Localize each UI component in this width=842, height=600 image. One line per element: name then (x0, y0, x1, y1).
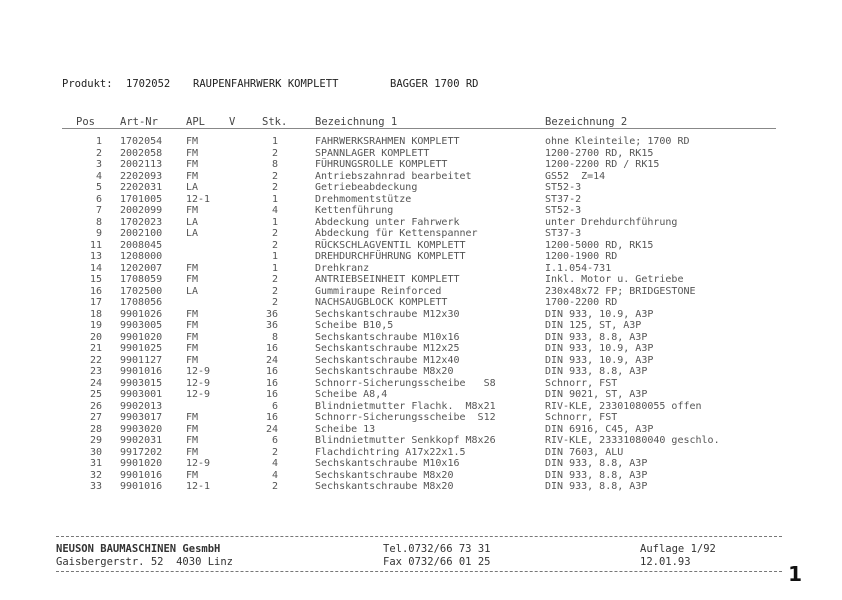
bezeichnung-2-cell: DIN 933, 8.8, A3P (545, 481, 648, 492)
bezeichnung-2-cell: ohne Kleinteile; 1700 RD (545, 136, 690, 147)
bezeichnung-2-cell: Schnorr, FST (545, 377, 618, 389)
stk-cell: 24 (265, 354, 278, 366)
art-nr-cell: 2008045 (120, 239, 163, 251)
apl-cell: FM (186, 136, 199, 147)
stk-cell: 2 (271, 228, 278, 239)
bezeichnung-2-cell: DIN 933, 8.8, A3P (545, 469, 648, 481)
table-row (0, 263, 842, 275)
bezeichnung-1-cell: Abdeckung für Kettenspanner (315, 228, 478, 239)
table-row (0, 205, 842, 217)
bezeichnung-1-cell: Antriebszahnrad bearbeitet (315, 170, 472, 182)
bezeichnung-2-cell: RIV-KLE, 23301080055 offen (545, 400, 702, 412)
stk-cell: 2 (271, 297, 278, 308)
stk-cell: 2 (271, 481, 278, 492)
bezeichnung-1-cell: Kettenführung (315, 205, 394, 216)
table-row (0, 159, 842, 171)
bezeichnung-1-cell: Flachdichtring A17x22x1.5 (315, 446, 466, 458)
product-name: RAUPENFAHRWERK KOMPLETT (193, 78, 339, 90)
table-row (0, 343, 842, 355)
pos-cell: 32 (89, 469, 102, 481)
bezeichnung-1-cell: RÜCKSCHLAGVENTIL KOMPLETT (315, 239, 466, 251)
stk-cell: 6 (271, 435, 278, 446)
table-row (0, 470, 842, 482)
apl-cell: FM (186, 446, 199, 458)
parts-table (0, 136, 842, 493)
table-row (0, 378, 842, 390)
stk-cell: 4 (271, 469, 278, 481)
art-nr-cell: 9901016 (120, 481, 163, 492)
apl-cell: FM (186, 435, 199, 446)
table-row (0, 148, 842, 160)
pos-cell: 6 (95, 193, 102, 205)
bezeichnung-2-cell: Schnorr, FST (545, 412, 618, 423)
bezeichnung-1-cell: Blindnietmutter Flachk. M8x21 (315, 400, 496, 412)
art-nr-cell: 1702054 (120, 136, 163, 147)
bezeichnung-1-cell: Sechskantschraube M12x30 (315, 308, 460, 320)
bezeichnung-2-cell: ST37-3 (545, 228, 582, 239)
table-row (0, 332, 842, 344)
table-row (0, 297, 842, 309)
apl-cell: 12-9 (186, 366, 211, 377)
table-row (0, 447, 842, 459)
bezeichnung-2-cell: 1200-2700 RD, RK15 (545, 147, 654, 159)
bezeichnung-1-cell: FÜHRUNGSROLLE KOMPLETT (315, 159, 448, 170)
stk-cell: 4 (271, 458, 278, 469)
stk-cell: 2 (271, 446, 278, 458)
stk-cell: 2 (271, 182, 278, 193)
table-row (0, 228, 842, 240)
bezeichnung-2-cell: I.1.054-731 (545, 262, 612, 274)
bezeichnung-1-cell: Sechskantschraube M12x40 (315, 354, 460, 366)
bezeichnung-2-cell: 230x48x72 FP; BRIDGESTONE (545, 285, 696, 297)
apl-cell: FM (186, 412, 199, 423)
bezeichnung-1-cell: Sechskantschraube M8x20 (315, 366, 454, 377)
stk-cell: 16 (265, 343, 278, 354)
pos-cell: 19 (89, 320, 102, 331)
art-nr-cell: 1708059 (120, 274, 163, 285)
stk-cell: 16 (265, 389, 278, 400)
pos-cell: 5 (95, 182, 102, 193)
art-nr-cell: 1208000 (120, 251, 163, 262)
table-row (0, 182, 842, 194)
company-address: Gaisbergerstr. 52 4030 Linz (56, 556, 234, 568)
header-rule (62, 128, 776, 129)
company-name: NEUSON BAUMASCHINEN GesmbH (56, 543, 221, 555)
column-header-stk: Stk. (262, 116, 288, 128)
bezeichnung-2-cell: DIN 125, ST, A3P (545, 320, 642, 331)
column-header-bezeichnung-1: Bezeichnung 1 (315, 116, 398, 128)
pos-cell: 2 (95, 147, 102, 159)
pos-cell: 17 (89, 297, 102, 308)
bezeichnung-1-cell: DREHDURCHFÜHRUNG KOMPLETT (315, 251, 466, 262)
apl-cell: FM (186, 308, 199, 320)
apl-cell: 12-9 (186, 389, 211, 400)
bezeichnung-1-cell: Schnorr-Sicherungsscheibe S8 (315, 377, 496, 389)
pos-cell: 27 (89, 412, 102, 423)
table-row (0, 424, 842, 436)
pos-cell: 23 (89, 366, 102, 377)
apl-cell: LA (186, 182, 199, 193)
stk-cell: 2 (271, 274, 278, 285)
pos-cell: 30 (89, 446, 102, 458)
bezeichnung-1-cell: Sechskantschraube M8x20 (315, 469, 454, 481)
art-nr-cell: 9903015 (120, 377, 163, 389)
art-nr-cell: 1202007 (120, 262, 163, 274)
art-nr-cell: 2002099 (120, 205, 163, 216)
apl-cell: FM (186, 262, 199, 274)
bezeichnung-1-cell: Blindnietmutter Senkkopf M8x26 (315, 435, 496, 446)
product-label: Produkt: (62, 78, 113, 90)
pos-cell: 31 (89, 458, 102, 469)
bezeichnung-1-cell: Scheibe A8,4 (315, 389, 388, 400)
bezeichnung-2-cell: RIV-KLE, 23331080040 geschlo. (545, 435, 720, 446)
pos-cell: 13 (89, 251, 102, 262)
pos-cell: 11 (89, 239, 102, 251)
art-nr-cell: 9901026 (120, 308, 163, 320)
table-row (0, 401, 842, 413)
table-row (0, 286, 842, 298)
table-row (0, 458, 842, 470)
stk-cell: 24 (265, 423, 278, 435)
bezeichnung-1-cell: FAHRWERKSRAHMEN KOMPLETT (315, 136, 460, 147)
pos-cell: 1 (95, 136, 102, 147)
table-row (0, 251, 842, 263)
art-nr-cell: 9901016 (120, 469, 163, 481)
table-row (0, 481, 842, 493)
apl-cell: 12-1 (186, 193, 211, 205)
apl-cell: FM (186, 205, 199, 216)
apl-cell: 12-9 (186, 377, 211, 389)
apl-cell: LA (186, 216, 199, 228)
bezeichnung-1-cell: Sechskantschraube M8x20 (315, 481, 454, 492)
bezeichnung-2-cell: ST52-3 (545, 182, 582, 193)
art-nr-cell: 2002058 (120, 147, 163, 159)
art-nr-cell: 9902031 (120, 435, 163, 446)
bezeichnung-1-cell: Drehkranz (315, 262, 370, 274)
art-nr-cell: 9901025 (120, 343, 163, 354)
bezeichnung-1-cell: NACHSAUGBLOCK KOMPLETT (315, 297, 448, 308)
pos-cell: 18 (89, 308, 102, 320)
pos-cell: 7 (95, 205, 102, 216)
apl-cell: FM (186, 274, 199, 285)
table-row (0, 309, 842, 321)
stk-cell: 1 (271, 136, 278, 147)
footer-rule-bottom (56, 571, 782, 572)
art-nr-cell: 9901020 (120, 331, 163, 343)
apl-cell: FM (186, 343, 199, 354)
art-nr-cell: 9903001 (120, 389, 163, 400)
apl-cell: FM (186, 331, 199, 343)
bezeichnung-1-cell: Sechskantschraube M10x16 (315, 331, 460, 343)
page-number: 1 (788, 562, 802, 586)
bezeichnung-1-cell: Getriebeabdeckung (315, 182, 418, 193)
art-nr-cell: 9901020 (120, 458, 163, 469)
bezeichnung-1-cell: Abdeckung unter Fahrwerk (315, 216, 460, 228)
bezeichnung-2-cell: DIN 933, 8.8, A3P (545, 458, 648, 469)
pos-cell: 16 (89, 285, 102, 297)
bezeichnung-1-cell: Schnorr-Sicherungsscheibe S12 (315, 412, 496, 423)
bezeichnung-2-cell: 1200-1900 RD (545, 251, 618, 262)
apl-cell: FM (186, 147, 199, 159)
table-row (0, 217, 842, 229)
art-nr-cell: 9902013 (120, 400, 163, 412)
table-row (0, 366, 842, 378)
fax-number: Fax 0732/66 01 25 (383, 556, 491, 568)
pos-cell: 15 (89, 274, 102, 285)
table-row (0, 320, 842, 332)
stk-cell: 36 (265, 308, 278, 320)
stk-cell: 16 (265, 412, 278, 423)
bezeichnung-2-cell: DIN 933, 10.9, A3P (545, 308, 654, 320)
bezeichnung-2-cell: GS52 Z=14 (545, 170, 606, 182)
apl-cell: FM (186, 423, 199, 435)
art-nr-cell: 2002113 (120, 159, 163, 170)
bezeichnung-2-cell: DIN 6916, C45, A3P (545, 423, 654, 435)
pos-cell: 33 (89, 481, 102, 492)
stk-cell: 1 (271, 262, 278, 274)
table-row (0, 136, 842, 148)
apl-cell: LA (186, 285, 199, 297)
art-nr-cell: 9917202 (120, 446, 163, 458)
bezeichnung-2-cell: unter Drehdurchführung (545, 216, 678, 228)
table-row (0, 355, 842, 367)
bezeichnung-2-cell: 1200-2200 RD / RK15 (545, 159, 660, 170)
art-nr-cell: 2202031 (120, 182, 163, 193)
art-nr-cell: 1701005 (120, 193, 163, 205)
bezeichnung-1-cell: ANTRIEBSEINHEIT KOMPLETT (315, 274, 460, 285)
product-number: 1702052 (126, 78, 171, 90)
table-row (0, 435, 842, 447)
apl-cell: FM (186, 159, 199, 170)
bezeichnung-2-cell: DIN 7603, ALU (545, 446, 624, 458)
bezeichnung-1-cell: Scheibe B10,5 (315, 320, 394, 331)
pos-cell: 25 (89, 389, 102, 400)
pos-cell: 8 (95, 216, 102, 228)
bezeichnung-1-cell: Sechskantschraube M10x16 (315, 458, 460, 469)
bezeichnung-2-cell: Inkl. Motor u. Getriebe (545, 274, 684, 285)
art-nr-cell: 9901016 (120, 366, 163, 377)
table-row (0, 389, 842, 401)
stk-cell: 8 (271, 159, 278, 170)
pos-cell: 29 (89, 435, 102, 446)
pos-cell: 4 (95, 170, 102, 182)
footer-rule-top (56, 536, 782, 537)
apl-cell: 12-1 (186, 481, 211, 492)
stk-cell: 2 (271, 239, 278, 251)
pos-cell: 9 (95, 228, 102, 239)
art-nr-cell: 1702500 (120, 285, 163, 297)
bezeichnung-2-cell: 1700-2200 RD (545, 297, 618, 308)
bezeichnung-2-cell: ST37-2 (545, 193, 582, 205)
stk-cell: 2 (271, 170, 278, 182)
art-nr-cell: 9901127 (120, 354, 163, 366)
apl-cell: LA (186, 228, 199, 239)
art-nr-cell: 1708056 (120, 297, 163, 308)
bezeichnung-2-cell: DIN 933, 10.9, A3P (545, 354, 654, 366)
date: 12.01.93 (640, 556, 691, 568)
stk-cell: 6 (271, 400, 278, 412)
art-nr-cell: 1702023 (120, 216, 163, 228)
bezeichnung-1-cell: Scheibe 13 (315, 423, 376, 435)
bezeichnung-2-cell: ST52-3 (545, 205, 582, 216)
bezeichnung-2-cell: DIN 933, 10.9, A3P (545, 343, 654, 354)
column-header-bezeichnung-2: Bezeichnung 2 (545, 116, 628, 128)
column-header-art-nr: Art-Nr (120, 116, 158, 128)
column-header-apl: APL (186, 116, 205, 128)
stk-cell: 36 (265, 320, 278, 331)
pos-cell: 24 (89, 377, 102, 389)
stk-cell: 2 (271, 147, 278, 159)
bezeichnung-1-cell: SPANNLAGER KOMPLETT (315, 147, 430, 159)
edition: Auflage 1/92 (640, 543, 716, 555)
art-nr-cell: 9903020 (120, 423, 163, 435)
bezeichnung-1-cell: Gummiraupe Reinforced (315, 285, 442, 297)
stk-cell: 16 (265, 377, 278, 389)
bezeichnung-1-cell: Drehmomentstütze (315, 193, 412, 205)
bezeichnung-2-cell: DIN 933, 8.8, A3P (545, 366, 648, 377)
pos-cell: 20 (89, 331, 102, 343)
column-header-v: V (229, 116, 236, 128)
art-nr-cell: 9903005 (120, 320, 163, 331)
apl-cell: FM (186, 170, 199, 182)
stk-cell: 1 (271, 216, 278, 228)
art-nr-cell: 9903017 (120, 412, 163, 423)
table-row (0, 171, 842, 183)
stk-cell: 2 (271, 285, 278, 297)
table-row (0, 412, 842, 424)
art-nr-cell: 2202093 (120, 170, 163, 182)
pos-cell: 28 (89, 423, 102, 435)
apl-cell: FM (186, 469, 199, 481)
table-row (0, 274, 842, 286)
pos-cell: 21 (89, 343, 102, 354)
pos-cell: 26 (89, 400, 102, 412)
bezeichnung-1-cell: Sechskantschraube M12x25 (315, 343, 460, 354)
apl-cell: FM (186, 354, 199, 366)
bezeichnung-2-cell: DIN 933, 8.8, A3P (545, 331, 648, 343)
art-nr-cell: 2002100 (120, 228, 163, 239)
stk-cell: 4 (271, 205, 278, 216)
apl-cell: 12-9 (186, 458, 211, 469)
table-row (0, 194, 842, 206)
stk-cell: 1 (271, 193, 278, 205)
pos-cell: 3 (95, 159, 102, 170)
pos-cell: 14 (89, 262, 102, 274)
phone-number: Tel.0732/66 73 31 (383, 543, 491, 555)
machine-name: BAGGER 1700 RD (390, 78, 479, 90)
bezeichnung-2-cell: 1200-5000 RD, RK15 (545, 239, 654, 251)
table-row (0, 240, 842, 252)
pos-cell: 22 (89, 354, 102, 366)
column-header-pos: Pos (76, 116, 95, 128)
stk-cell: 16 (265, 366, 278, 377)
stk-cell: 8 (271, 331, 278, 343)
apl-cell: FM (186, 320, 199, 331)
stk-cell: 1 (271, 251, 278, 262)
bezeichnung-2-cell: DIN 9021, ST, A3P (545, 389, 648, 400)
